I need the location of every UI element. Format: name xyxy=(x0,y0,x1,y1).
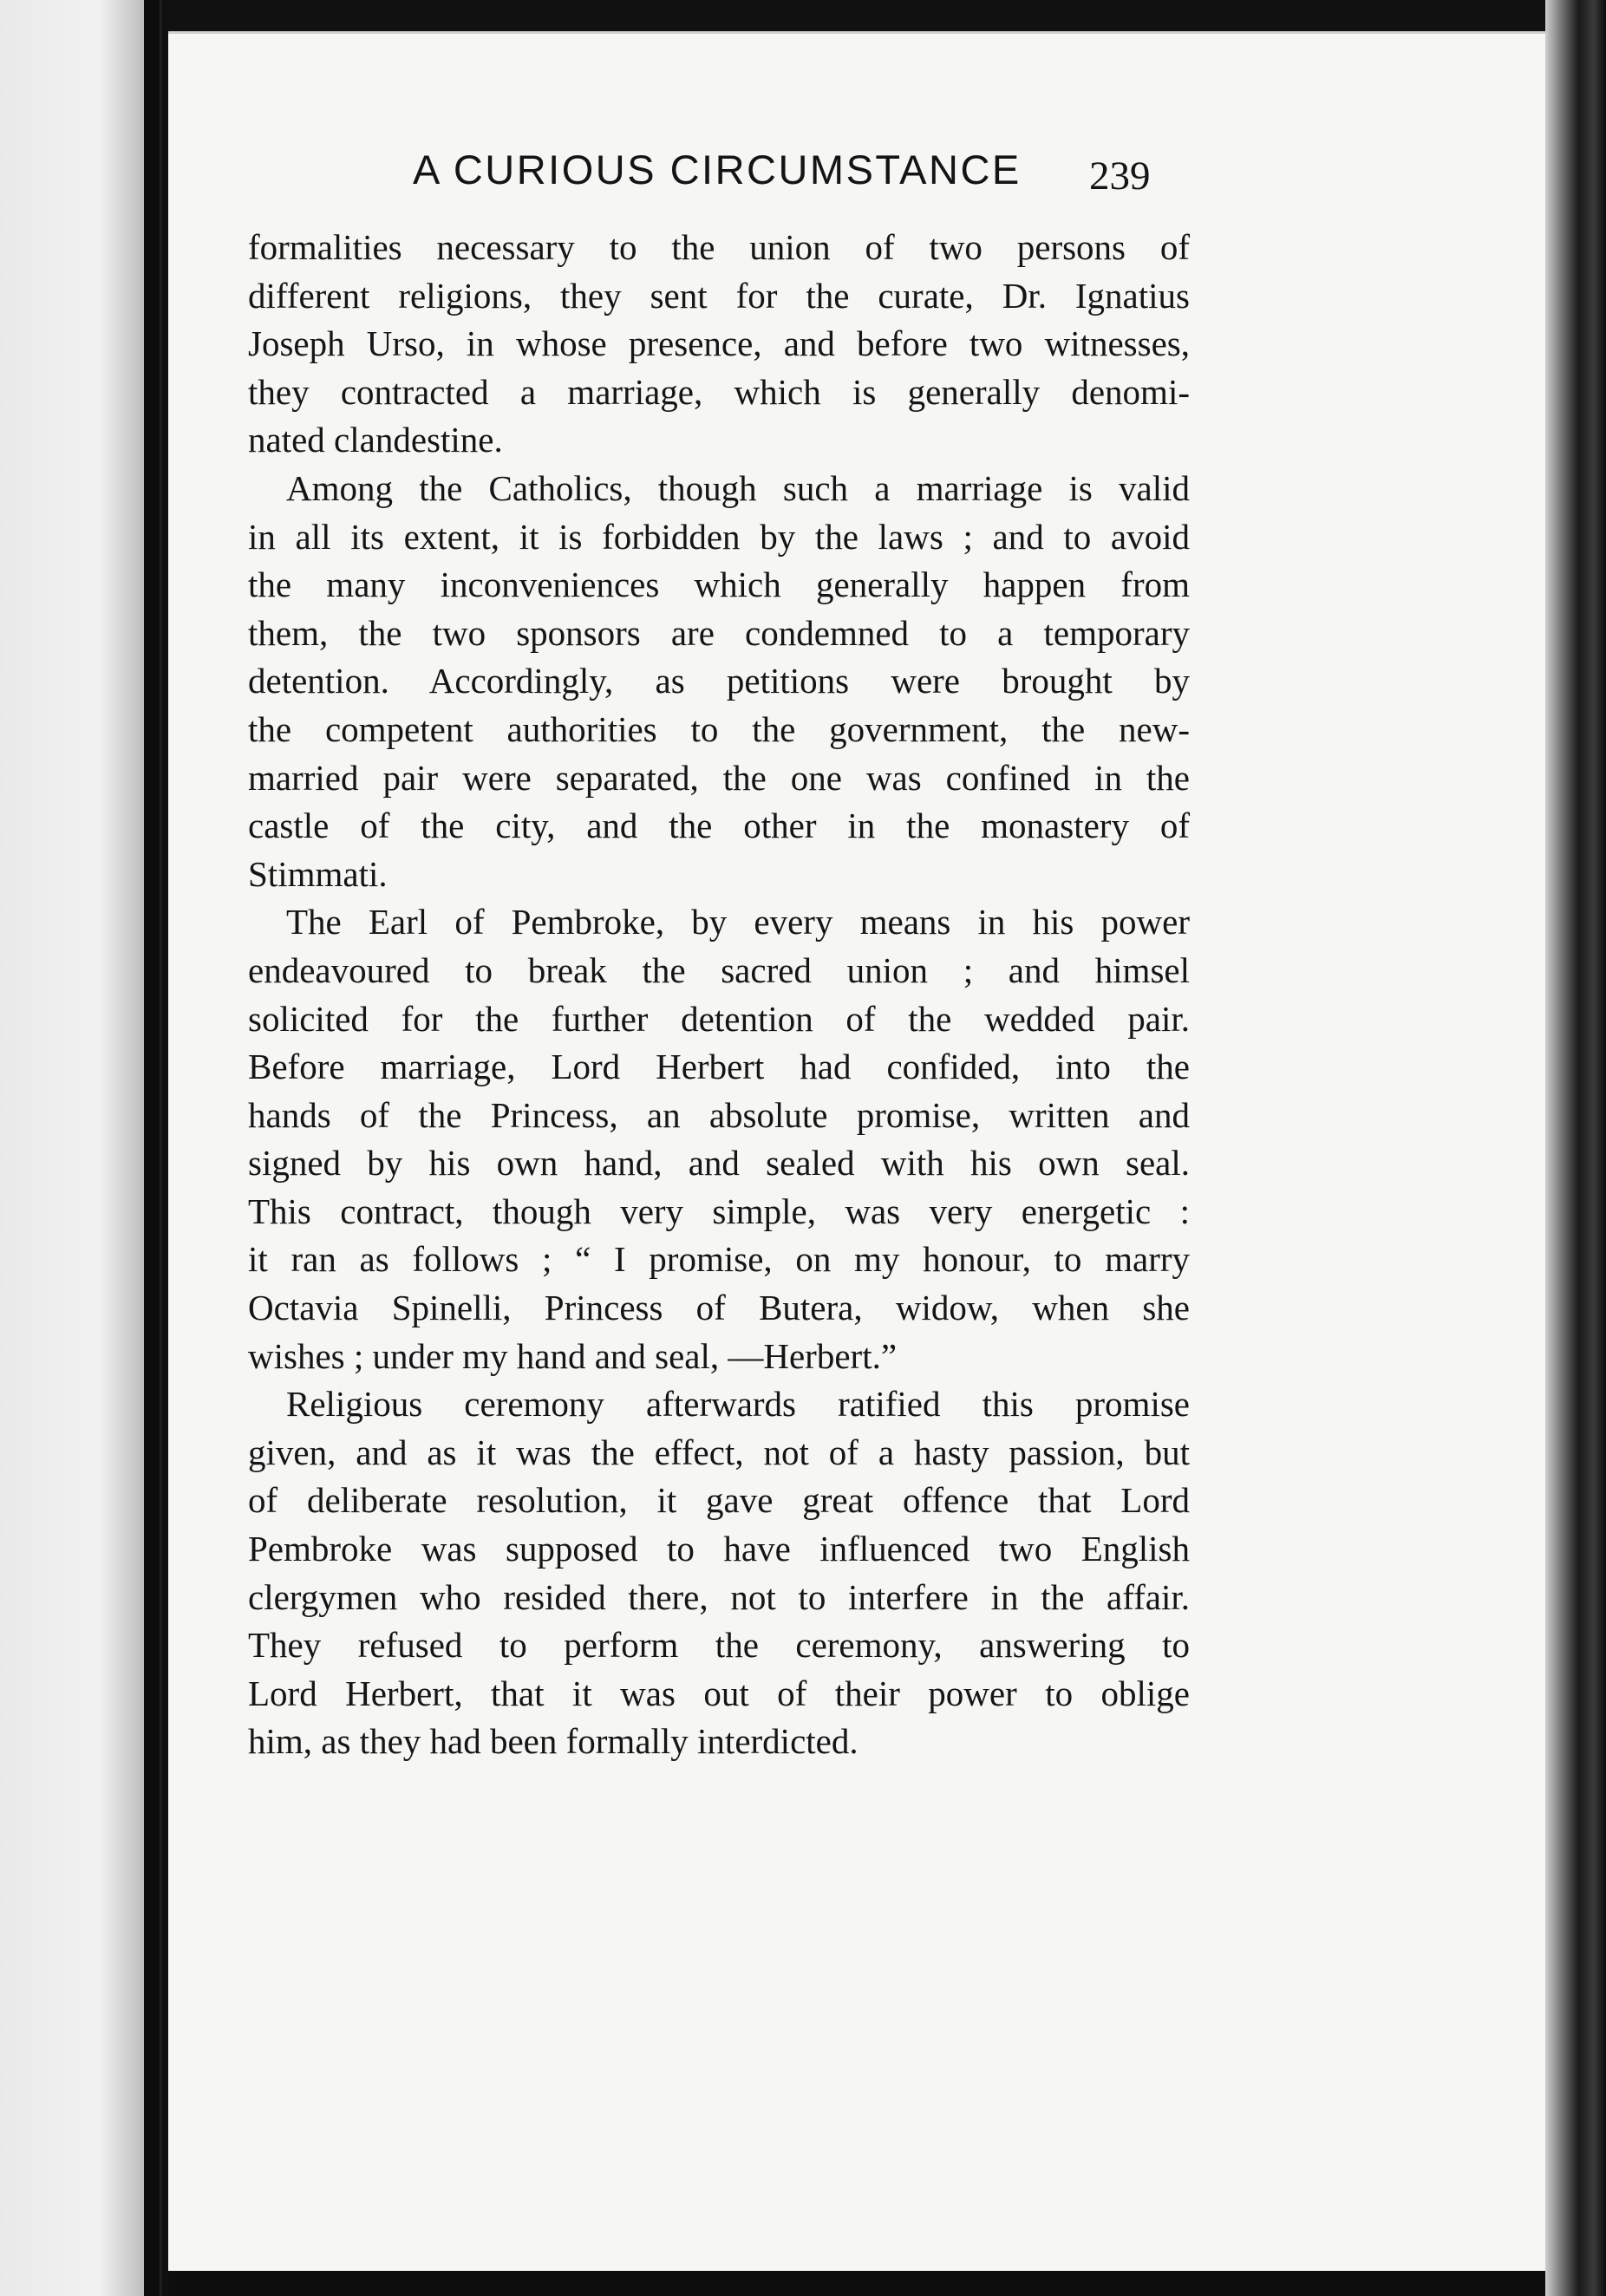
text-line: of deliberate resolution, it gave great offence that Lord xyxy=(248,1480,1190,1521)
text-line: different religions, they sent for the curate, Dr. Ignatius xyxy=(248,275,1190,316)
text-line: Joseph Urso, in whose presence, and before two witnesses, xyxy=(248,323,1190,364)
text-line: castle of the city, and the other in the monastery of xyxy=(248,806,1190,846)
left-page-gutter xyxy=(0,0,165,2296)
text-line: the competent authorities to the government, the new- xyxy=(248,708,1190,749)
page-number: 239 xyxy=(1089,153,1151,199)
paragraph-1 xyxy=(248,224,1190,465)
text-line: in all its extent, it is forbidden by the laws ; and to avoid xyxy=(248,516,1190,557)
text-line: Before marriage, Lord Herbert had confided, into the xyxy=(248,1047,1190,1087)
text-line: they contracted a marriage, which is generally denomi- xyxy=(248,371,1190,412)
text-line: the many inconveniences which generally happen from xyxy=(248,564,1190,605)
text-line: Pembroke was supposed to have influenced two English xyxy=(248,1529,1190,1569)
text-line: This contract, though very simple, was very energetic : xyxy=(248,1190,1190,1231)
text-line: solicited for the further detention of the wedded pair. xyxy=(248,998,1190,1039)
text-line: nated clandestine. xyxy=(248,420,503,460)
text-line: formalities necessary to the union of two persons of xyxy=(248,227,1190,267)
text-line: it ran as follows ; “ I promise, on my honour, to marry xyxy=(248,1239,1190,1280)
body-text xyxy=(248,224,1190,1766)
text-line: them, the two sponsors are condemned to a temporary xyxy=(248,612,1190,653)
text-line: clergymen who resided there, not to interfere in the affair. xyxy=(248,1576,1190,1617)
text-line: hands of the Princess, an absolute promise, written and xyxy=(248,1094,1190,1135)
text-line: given, and as it was the effect, not of a hasty passion, but xyxy=(248,1432,1190,1472)
bottom-edge xyxy=(168,2268,1545,2296)
text-line: Lord Herbert, that it was out of their power to oblige xyxy=(248,1673,1190,1713)
text-line: endeavoured to break the sacred union ; and himsel xyxy=(248,949,1190,990)
text-line: The Earl of Pembroke, by every means in his power xyxy=(286,902,1190,943)
running-head: A CURIOUS CIRCUMSTANCE xyxy=(413,147,1022,192)
text-line: Stimmati. xyxy=(248,853,388,894)
paragraph-2 xyxy=(248,465,1190,898)
text-line: signed by his own hand, and sealed with his own seal. xyxy=(248,1143,1190,1184)
text-line: wishes ; under my hand and seal, —Herbert.” xyxy=(248,1335,898,1376)
text-line: They refused to perform the ceremony, answering to xyxy=(248,1625,1190,1666)
text-line: married pair were separated, the one was confined in the xyxy=(248,757,1190,798)
text-line: Religious ceremony afterwards ratified this promise xyxy=(286,1384,1190,1425)
paragraph-3 xyxy=(248,898,1190,1380)
text-line: him, as they had been formally interdicted. xyxy=(248,1721,858,1762)
text-line: detention. Accordingly, as petitions were brought by xyxy=(248,661,1190,701)
paragraph-4 xyxy=(248,1380,1190,1766)
text-line: Among the Catholics, though such a marriage is valid xyxy=(286,467,1190,508)
text-line: Octavia Spinelli, Princess of Butera, widow, when she xyxy=(248,1288,1190,1328)
right-binding-edge xyxy=(1545,0,1606,2296)
gutter-shadow xyxy=(144,0,160,2296)
